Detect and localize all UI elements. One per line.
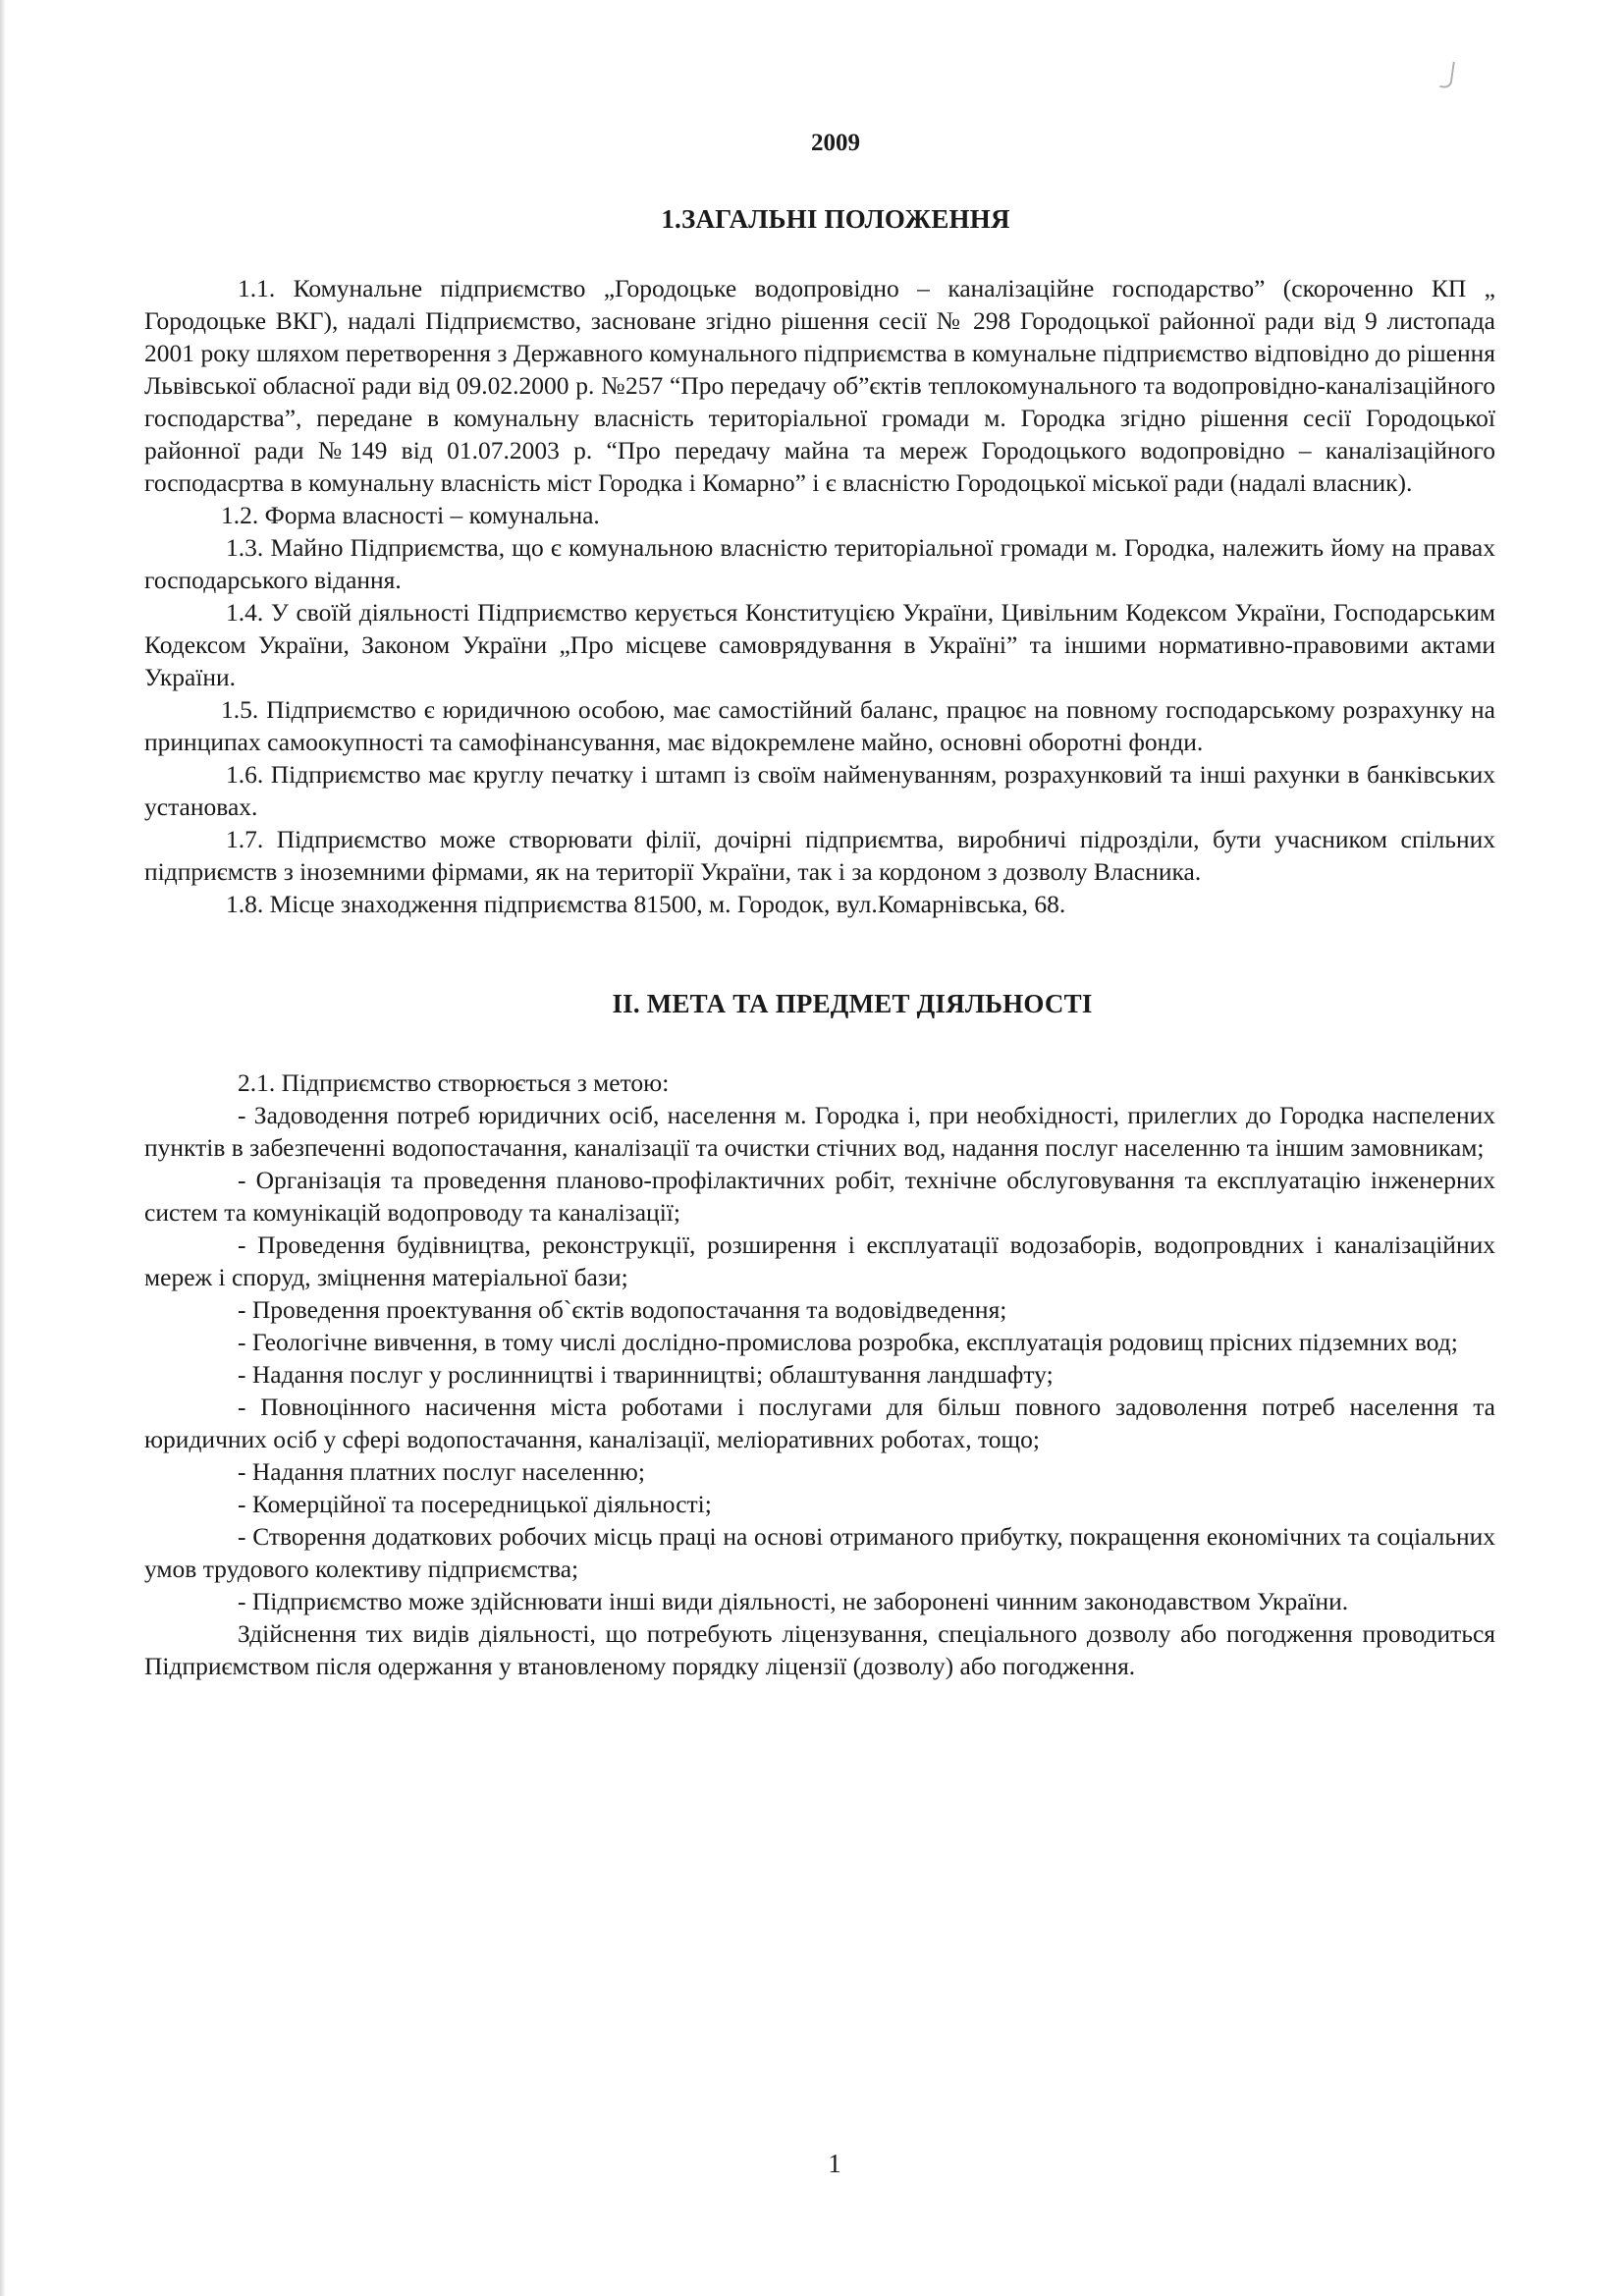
goal-item: - Проведення будівництва, реконструкції, розширення і експлуатації водозаборів, водопровдних і каналізаційних мереж і споруд, зміцнення матеріальної бази; xyxy=(144,1230,1495,1291)
clause-1-5: 1.5. Підприємство є юридичною особою, має самостійний баланс, працює на повному господарському розрахунку на принципах самоокупності та самофінансування, має відокремлене майно, основні оборотні фонди. xyxy=(144,695,1495,756)
goal-item: - Організація та проведення планово-профілактичних робіт, технічне обслуговування та експлуатацію інженерних систем та комунікацій водопроводу та каналізації; xyxy=(144,1166,1495,1227)
goal-item: - Підприємство може здійснювати інші види діяльності, не заборонені чинним законодавством України. xyxy=(238,1587,1349,1615)
goal-item: - Повноцінного насичення міста роботами і послугами для більш повного задоволення потреб населення та юридичних осіб у сфері водопостачання, каналізації, меліоративних роботах, тощо; xyxy=(144,1393,1495,1453)
goal-item: - Створення додаткових робочих місць праці на основі отриманого прибутку, покращення економічних та соціальних умов трудового колективу підприємства; xyxy=(144,1522,1495,1583)
clause-1-7: 1.7. Підприємство може створювати філії, дочірні підприємтва, виробничі підрозділи, бути учасником спільних підприємств з іноземними фірмами, як на території України, так і за кордоном з дозволу Власника. xyxy=(144,825,1495,886)
goal-item: - Геологічне вивчення, в тому числі дослідно-промислова розробка, експлуатація родовищ прісних підземних вод; xyxy=(238,1328,1458,1356)
goal-item: - Надання послуг у рослинництві і тваринництві; облаштування ландшафту; xyxy=(238,1360,1054,1389)
clause-1-2: 1.2. Форма власності – комунальна. xyxy=(221,501,600,529)
document-year: 2009 xyxy=(811,130,860,156)
section-2-body xyxy=(144,1066,1495,1682)
document-page xyxy=(144,118,1495,1682)
section-1-title: 1.ЗАГАЛЬНІ ПОЛОЖЕННЯ xyxy=(661,204,1010,234)
goals-list xyxy=(144,1099,1495,1617)
clause-1-8: 1.8. Місце знаходження підприємства 81500, м. Городок, вул.Комарнівська, 68. xyxy=(226,890,1066,918)
section-1-body xyxy=(144,272,1495,920)
goal-item: - Проведення проектування об`єктів водопостачання та водовідведення; xyxy=(238,1295,1007,1324)
scan-edge xyxy=(0,0,6,2296)
clause-1-6: 1.6. Підприємство має круглу печатку і штамп із своїм найменуванням, розрахунковий та інші рахунки в банківських установах. xyxy=(144,760,1495,821)
licensing-paragraph: Здійснення тих видів діяльності, що потребують ліцензування, спеціального дозволу або погодження проводиться Підприємством після одержання у втановленому порядку ліцензії (дозволу) або погодження. xyxy=(144,1619,1495,1680)
clause-1-4: 1.4. У своїй діяльності Підприємство керується Конституцією України, Цивільним Кодексом України, Господарським Кодексом України, Законом України „Про місцеве самоврядування в Україні” та іншими нормативно-правовими актами України. xyxy=(144,598,1495,691)
clause-1-1: 1.1. Комунальне підприємство „Городоцьке водопровідно – каналізаційне господарство” (скороченно КП „ Городоцьке ВКГ), надалі Підприємство, засноване згідно рішення сесії № 298 Городоцької районної ради від 9 листопада 2001 року шляхом перетворення з Державного комунального підприємства в комунальне підприємство відповідно до рішення Львівської обласної ради від 09.02.2000 р. №257 “Про передачу об”єктів теплокомунального та водопровідно-каналізаційного господарства”, передане в комунальну власність територіальної громади м. Городка згідно рішення сесії Городоцької районної ради №149 від 01.07.2003 р. “Про передачу майна та мереж Городоцького водопровідно – каналізаційного господасртва в комунальну власність міст Городка і Комарно” і є власністю Городоцької міської ради (надалі власник). xyxy=(144,274,1495,497)
section-2-title: II. МЕТА ТА ПРЕДМЕТ ДІЯЛЬНОСТІ xyxy=(612,989,1093,1018)
page-number: 1 xyxy=(828,2149,841,2178)
clause-2-1-intro: 2.1. Підприємство створюється з метою: xyxy=(238,1068,670,1097)
goal-item: - Комерційної та посередницької діяльності; xyxy=(238,1490,712,1518)
goal-item: - Задоводення потреб юридичних осіб, населення м. Городка і, при необхідності, прилеглих до Городка наспелених пунктів в забезпеченні водопостачання, каналізації та очистки стічних вод, надання послуг населенню та іншим замовникам; xyxy=(144,1101,1495,1162)
goal-item: - Надання платних послуг населенню; xyxy=(238,1457,645,1486)
clause-1-3: 1.3. Майно Підприємства, що є комунальною власністю територіальної громади м. Городка, належить йому на правах господарського відання. xyxy=(144,533,1495,594)
pencil-mark xyxy=(1439,60,1455,88)
